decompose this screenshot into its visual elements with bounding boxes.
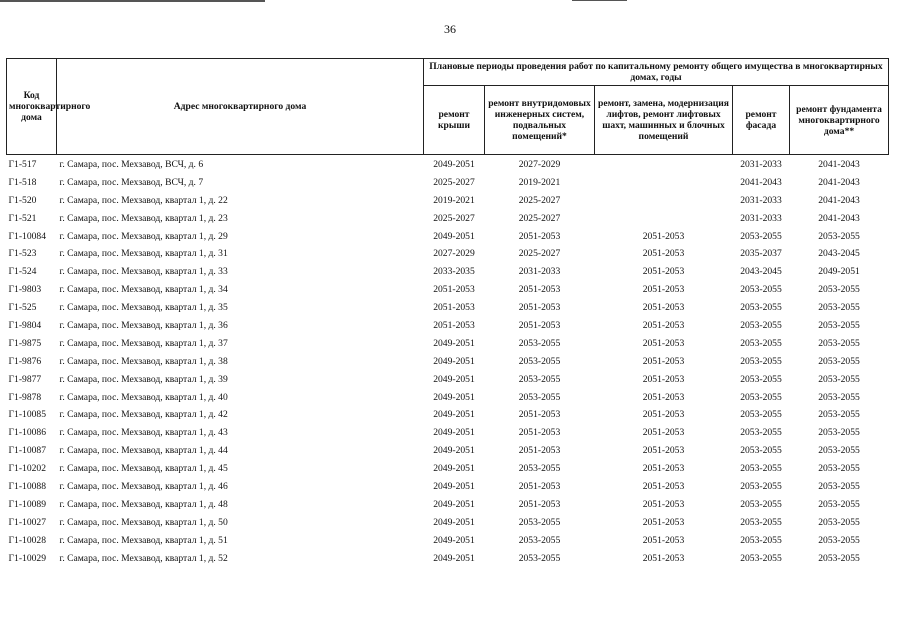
cell-facade: 2053-2055 (740, 355, 782, 367)
cell-roof: 2049-2051 (433, 445, 475, 457)
cell-roof: 2049-2051 (433, 337, 475, 349)
cell-foundation: 2041-2043 (818, 158, 860, 170)
table-row (7, 389, 889, 407)
cell-engineering: 2053-2055 (518, 337, 561, 349)
cell-foundation: 2041-2043 (818, 176, 860, 188)
cell-roof: 2019-2021 (433, 194, 475, 206)
cell-facade: 2053-2055 (740, 445, 782, 457)
cell-engineering: 2053-2055 (518, 355, 561, 367)
table-row (7, 317, 889, 335)
cell-code: Г1-10086 (8, 427, 47, 439)
cell-code: Г1-10202 (8, 463, 47, 475)
header-engineering: ремонт внутридомовых инженерных систем, подвальных помещений* (485, 86, 595, 155)
cell-foundation: 2053-2055 (818, 373, 860, 385)
cell-address: г. Самара, пос. Мехзавод, ВСЧ, д. 7 (59, 176, 204, 188)
cell-code: Г1-9878 (8, 391, 42, 403)
cell-roof: 2049-2051 (433, 463, 475, 475)
cell-roof: 2049-2051 (433, 158, 475, 170)
cell-foundation: 2053-2055 (818, 337, 860, 349)
header-address: Адрес многоквартирного дома (57, 59, 424, 155)
cell-facade: 2053-2055 (740, 302, 782, 314)
cell-code: Г1-521 (8, 212, 37, 224)
cell-elevators: 2051-2053 (642, 552, 685, 564)
cell-roof: 2049-2051 (433, 409, 475, 421)
cell-address: г. Самара, пос. Мехзавод, квартал 1, д. 51 (59, 534, 228, 546)
cell-elevators: 2051-2053 (642, 284, 685, 296)
cell-address: г. Самара, пос. Мехзавод, квартал 1, д. 31 (59, 248, 228, 260)
page-number: 36 (444, 22, 456, 36)
table-row (7, 192, 889, 210)
cell-facade: 2043-2045 (740, 266, 782, 278)
cell-engineering: 2025-2027 (518, 248, 561, 260)
cell-facade: 2041-2043 (740, 176, 782, 188)
table-row (7, 299, 889, 317)
cell-engineering: 2051-2053 (518, 319, 561, 331)
cell-facade: 2053-2055 (740, 284, 782, 296)
cell-engineering: 2053-2055 (518, 552, 561, 564)
cell-foundation: 2053-2055 (818, 355, 860, 367)
cell-address: г. Самара, пос. Мехзавод, квартал 1, д. 50 (59, 516, 228, 528)
cell-roof: 2033-2035 (433, 266, 475, 278)
cell-elevators: 2051-2053 (642, 391, 685, 403)
cell-facade: 2031-2033 (740, 194, 782, 206)
cell-roof: 2051-2053 (433, 319, 475, 331)
cell-address: г. Самара, пос. Мехзавод, квартал 1, д. 34 (59, 284, 228, 296)
table-row (7, 155, 889, 174)
cell-address: г. Самара, пос. Мехзавод, квартал 1, д. 52 (59, 552, 228, 564)
cell-facade: 2035-2037 (740, 248, 782, 260)
cell-engineering: 2051-2053 (518, 445, 561, 457)
cell-code: Г1-10087 (8, 445, 47, 457)
header-planned-periods: Плановые периоды проведения работ по капитальному ремонту общего имущества в многоквартирных домах, годы (424, 59, 889, 86)
cell-code: Г1-9803 (8, 284, 42, 296)
cell-foundation: 2053-2055 (818, 552, 860, 564)
cell-address: г. Самара, пос. Мехзавод, квартал 1, д. 42 (59, 409, 228, 421)
cell-elevators: 2051-2053 (642, 516, 685, 528)
cell-roof: 2049-2051 (433, 230, 475, 242)
cell-facade: 2053-2055 (740, 534, 782, 546)
cell-foundation: 2041-2043 (818, 194, 860, 206)
cell-address: г. Самара, пос. Мехзавод, квартал 1, д. 44 (59, 445, 228, 457)
table-row (7, 371, 889, 389)
cell-engineering: 2053-2055 (518, 534, 561, 546)
cell-code: Г1-10085 (8, 409, 47, 421)
cell-roof: 2049-2051 (433, 480, 475, 492)
cell-foundation: 2053-2055 (818, 445, 860, 457)
cell-address: г. Самара, пос. Мехзавод, квартал 1, д. 45 (59, 463, 228, 475)
cell-engineering: 2025-2027 (518, 212, 561, 224)
cell-elevators: 2051-2053 (642, 248, 685, 260)
cell-code: Г1-10089 (8, 498, 47, 510)
cell-foundation: 2053-2055 (818, 498, 860, 510)
table-row (7, 281, 889, 299)
table-row (7, 460, 889, 478)
cell-facade: 2053-2055 (740, 409, 782, 421)
cell-address: г. Самара, пос. Мехзавод, квартал 1, д. 33 (59, 266, 228, 278)
cell-code: Г1-9876 (8, 355, 42, 367)
cell-elevators: 2051-2053 (642, 445, 685, 457)
cell-roof: 2027-2029 (433, 248, 475, 260)
cell-engineering: 2031-2033 (518, 266, 561, 278)
table-row (7, 550, 889, 568)
cell-foundation: 2053-2055 (818, 463, 860, 475)
cell-code: Г1-525 (8, 302, 37, 314)
cell-address: г. Самара, пос. Мехзавод, квартал 1, д. 39 (59, 373, 228, 385)
cell-elevators: 2051-2053 (642, 463, 685, 475)
table-row (7, 210, 889, 228)
cell-roof: 2049-2051 (433, 427, 475, 439)
table-row (7, 174, 889, 192)
cell-facade: 2053-2055 (740, 516, 782, 528)
cell-code: Г1-9875 (8, 337, 42, 349)
capital-repair-schedule-table (6, 58, 889, 567)
cell-foundation: 2053-2055 (818, 409, 860, 421)
cell-elevators (595, 210, 733, 228)
cell-facade: 2053-2055 (740, 391, 782, 403)
cell-roof: 2049-2051 (433, 391, 475, 403)
cell-facade: 2053-2055 (740, 319, 782, 331)
cell-address: г. Самара, пос. Мехзавод, квартал 1, д. 35 (59, 302, 228, 314)
cell-facade: 2031-2033 (740, 212, 782, 224)
cell-engineering: 2051-2053 (518, 427, 561, 439)
table-row (7, 335, 889, 353)
table-row (7, 263, 889, 281)
table-body (7, 155, 889, 568)
cell-engineering: 2053-2055 (518, 516, 561, 528)
table-row (7, 442, 889, 460)
cell-code: Г1-10027 (8, 516, 47, 528)
cell-engineering: 2053-2055 (518, 373, 561, 385)
cell-elevators: 2051-2053 (642, 230, 685, 242)
cell-engineering: 2019-2021 (518, 176, 561, 188)
cell-elevators: 2051-2053 (642, 409, 685, 421)
cell-foundation: 2049-2051 (818, 266, 860, 278)
cell-foundation: 2053-2055 (818, 319, 860, 331)
cell-engineering: 2051-2053 (518, 302, 561, 314)
cell-engineering: 2051-2053 (518, 498, 561, 510)
cell-foundation: 2053-2055 (818, 302, 860, 314)
cell-address: г. Самара, пос. Мехзавод, квартал 1, д. 46 (59, 480, 228, 492)
table-row (7, 478, 889, 496)
cell-roof: 2049-2051 (433, 498, 475, 510)
cell-roof: 2049-2051 (433, 516, 475, 528)
cell-engineering: 2025-2027 (518, 194, 561, 206)
cell-facade: 2053-2055 (740, 373, 782, 385)
table-row (7, 424, 889, 442)
cell-roof: 2051-2053 (433, 302, 475, 314)
cell-foundation: 2053-2055 (818, 516, 860, 528)
cell-elevators: 2051-2053 (642, 427, 685, 439)
cell-roof: 2049-2051 (433, 373, 475, 385)
cell-foundation: 2053-2055 (818, 391, 860, 403)
cell-engineering: 2051-2053 (518, 480, 561, 492)
cell-roof: 2051-2053 (433, 284, 475, 296)
cell-foundation: 2053-2055 (818, 230, 860, 242)
cell-engineering: 2027-2029 (518, 158, 561, 170)
cell-elevators: 2051-2053 (642, 373, 685, 385)
cell-facade: 2053-2055 (740, 552, 782, 564)
cell-code: Г1-10029 (8, 552, 47, 564)
cell-elevators (595, 192, 733, 210)
cell-address: г. Самара, пос. Мехзавод, квартал 1, д. 40 (59, 391, 228, 403)
cell-foundation: 2053-2055 (818, 427, 860, 439)
cell-code: Г1-520 (8, 194, 37, 206)
cell-elevators: 2051-2053 (642, 498, 685, 510)
table-row (7, 514, 889, 532)
cell-foundation: 2053-2055 (818, 284, 860, 296)
header-elevators: ремонт, замена, модернизация лифтов, ремонт лифтовых шахт, машинных и блочных помещений (595, 86, 733, 155)
cell-foundation: 2043-2045 (818, 248, 860, 260)
cell-code: Г1-517 (8, 158, 37, 170)
cell-engineering: 2051-2053 (518, 284, 561, 296)
cell-roof: 2025-2027 (433, 176, 475, 188)
table-row (7, 353, 889, 371)
cell-roof: 2049-2051 (433, 552, 475, 564)
table-row (7, 406, 889, 424)
cell-address: г. Самара, пос. Мехзавод, квартал 1, д. 29 (59, 230, 228, 242)
header-foundation: ремонт фундамента многоквартирного дома** (790, 86, 889, 155)
cell-address: г. Самара, пос. Мехзавод, квартал 1, д. 48 (59, 498, 228, 510)
cell-address: г. Самара, пос. Мехзавод, ВСЧ, д. 6 (59, 158, 204, 170)
cell-facade: 2053-2055 (740, 337, 782, 349)
cell-address: г. Самара, пос. Мехзавод, квартал 1, д. 38 (59, 355, 228, 367)
cell-roof: 2025-2027 (433, 212, 475, 224)
table-row (7, 532, 889, 550)
cell-facade: 2053-2055 (740, 463, 782, 475)
cell-elevators: 2051-2053 (642, 266, 685, 278)
cell-elevators: 2051-2053 (642, 534, 685, 546)
cell-elevators: 2051-2053 (642, 302, 685, 314)
header-code: Код многоквартирного дома (7, 59, 57, 155)
table-row (7, 245, 889, 263)
cell-engineering: 2051-2053 (518, 230, 561, 242)
scan-artifact-line (0, 0, 265, 2)
cell-foundation: 2053-2055 (818, 534, 860, 546)
cell-code: Г1-524 (8, 266, 37, 278)
cell-facade: 2053-2055 (740, 480, 782, 492)
cell-engineering: 2053-2055 (518, 391, 561, 403)
table-row (7, 228, 889, 246)
cell-address: г. Самара, пос. Мехзавод, квартал 1, д. 37 (59, 337, 228, 349)
cell-elevators: 2051-2053 (642, 480, 685, 492)
cell-roof: 2049-2051 (433, 355, 475, 367)
cell-address: г. Самара, пос. Мехзавод, квартал 1, д. 43 (59, 427, 228, 439)
cell-engineering: 2053-2055 (518, 463, 561, 475)
cell-facade: 2053-2055 (740, 427, 782, 439)
cell-code: Г1-10084 (8, 230, 47, 242)
cell-code: Г1-10088 (8, 480, 47, 492)
cell-facade: 2053-2055 (740, 230, 782, 242)
cell-elevators: 2051-2053 (642, 319, 685, 331)
cell-elevators (595, 174, 733, 192)
cell-address: г. Самара, пос. Мехзавод, квартал 1, д. 23 (59, 212, 228, 224)
header-facade: ремонт фасада (733, 86, 790, 155)
cell-code: Г1-9877 (8, 373, 42, 385)
cell-foundation: 2053-2055 (818, 480, 860, 492)
header-roof: ремонт крыши (424, 86, 485, 155)
cell-facade: 2053-2055 (740, 498, 782, 510)
scan-artifact-line (572, 0, 627, 1)
cell-elevators: 2051-2053 (642, 355, 685, 367)
cell-code: Г1-518 (8, 176, 37, 188)
cell-code: Г1-10028 (8, 534, 47, 546)
cell-address: г. Самара, пос. Мехзавод, квартал 1, д. 22 (59, 194, 228, 206)
cell-engineering: 2051-2053 (518, 409, 561, 421)
table-row (7, 496, 889, 514)
cell-facade: 2031-2033 (740, 158, 782, 170)
cell-elevators: 2051-2053 (642, 337, 685, 349)
cell-foundation: 2041-2043 (818, 212, 860, 224)
cell-code: Г1-523 (8, 248, 37, 260)
cell-elevators (595, 155, 733, 174)
cell-roof: 2049-2051 (433, 534, 475, 546)
cell-code: Г1-9804 (8, 319, 42, 331)
cell-address: г. Самара, пос. Мехзавод, квартал 1, д. 36 (59, 319, 228, 331)
